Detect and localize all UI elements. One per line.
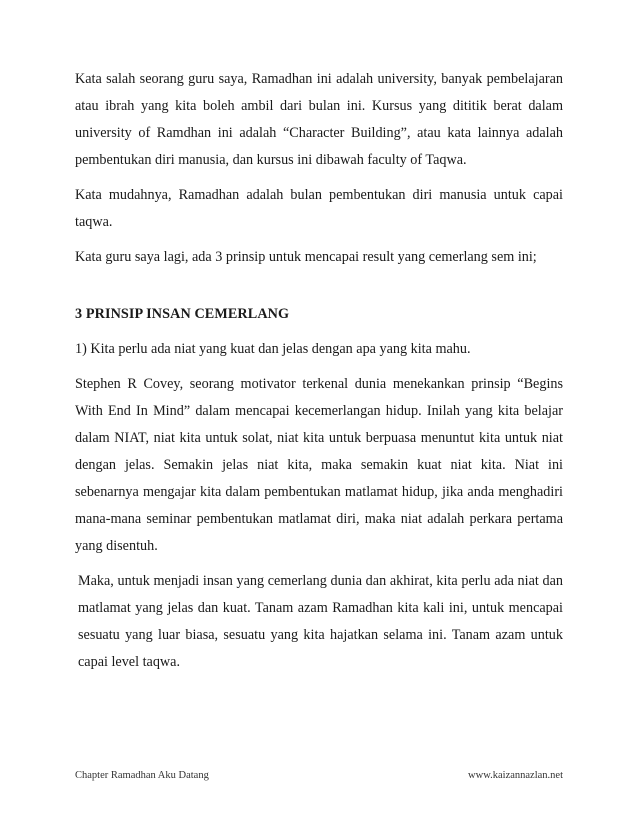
principles-lead-paragraph: Kata guru saya lagi, ada 3 prinsip untuk mencapai result yang cemerlang sem ini; [75,249,537,265]
footer-chapter-title: Chapter Ramadhan Aku Datang [75,770,209,781]
principle-one-paragraph: 1) Kita perlu ada niat yang kuat dan jelas dengan apa yang kita mahu. [75,341,471,357]
covey-paragraph: Stephen R Covey, seorang motivator terkenal dunia menekankan prinsip “Begins With End In Mind” dalam mencapai kecemerlangan hidup. Inilah yang kita belajar dalam NIAT, niat kita untuk solat, niat kita untuk berpuasa menuntut kita untuk niat dengan jelas. Semakin jelas niat kita, maka semakin kuat niat kita. Niat ini sebenarnya mengajar kita dalam pembentukan matlamat hidup, jika anda menghadiri mana-mana seminar pembentukan matlamat diri, maka niat adalah perkara pertama yang disentuh. [75,376,563,554]
page-content [75,66,563,684]
summary-paragraph: Kata mudahnya, Ramadhan adalah bulan pembentukan diri manusia untuk capai taqwa. [75,187,563,230]
conclusion-paragraph: Maka, untuk menjadi insan yang cemerlang dunia dan akhirat, kita perlu ada niat dan matlamat yang jelas dan kuat. Tanam azam Ramadhan kita kali ini, untuk mencapai sesuatu yang luar biasa, sesuatu yang kita hajatkan selama ini. Tanam azam untuk capai level taqwa. [78,573,563,670]
intro-paragraph: Kata salah seorang guru saya, Ramadhan ini adalah university, banyak pembelajaran atau ibrah yang kita boleh ambil dari bulan ini. Kursus yang dititik berat dalam university of Ramdhan ini adalah “Character Building”, atau kata lainnya adalah pembentukan diri manusia, dan kursus ini dibawah faculty of Taqwa. [75,71,563,168]
section-heading: 3 PRINSIP INSAN CEMERLANG [75,306,290,322]
footer-website: www.kaizannazlan.net [468,770,563,781]
